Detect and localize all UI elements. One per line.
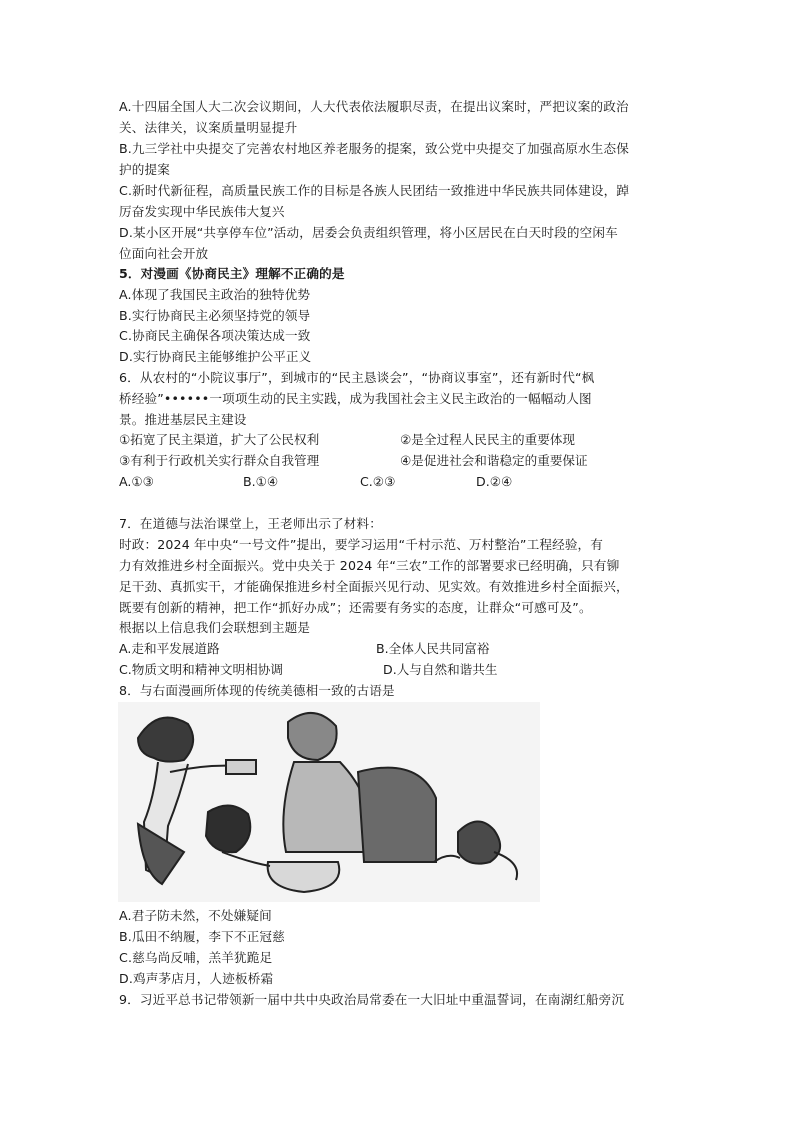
q4-option-a-line2: 关、法律关，议案质量明显提升 <box>119 120 298 135</box>
q7-material-line3: 足干劲、真抓实干，才能确保推进乡村全面振兴见行动、见实效。有效推进乡村全面振兴， <box>119 579 629 594</box>
q6-statement-4: ④是促进社会和谐稳定的重要保证 <box>400 453 588 468</box>
q7-material-line1: 时政：2024 年中央“一号文件”提出，要学习运用“千村示范、万村整治”工程经验，有 <box>119 537 604 552</box>
q8-option-a: A.君子防未然，不处嫌疑间 <box>119 908 272 923</box>
q7-option-c: C.物质文明和精神文明相协调 <box>119 662 283 677</box>
q7-question-line: 根据以上信息我们会联想到主题是 <box>119 620 311 635</box>
q8-option-c: C.慈乌尚反哺，羔羊犹跪足 <box>119 950 273 965</box>
q4-option-d-line1: D.某小区开展“共享停车位”活动，居委会负责组织管理，将小区居民在白天时段的空闲车 <box>119 225 618 240</box>
q8-option-d: D.鸡声茅店月，人迹板桥霜 <box>119 971 274 986</box>
q6-option-a: A.①③ <box>119 474 154 489</box>
q6-option-b: B.①④ <box>243 474 279 489</box>
q4-option-c-line1: C.新时代新征程，高质量民族工作的目标是各族人民团结一致推进中华民族共同体建设，踔 <box>119 183 630 198</box>
filial-piety-cartoon <box>118 702 540 902</box>
q4-option-b-line1: B.九三学社中央提交了完善农村地区养老服务的提案，致公党中央提交了加强高原水生态保 <box>119 141 629 156</box>
q5-option-b: B.实行协商民主必须坚持党的领导 <box>119 308 311 323</box>
q6-option-d: D.②④ <box>476 474 513 489</box>
q7-stem: 7．在道德与法治课堂上，王老师出示了材料： <box>119 516 383 531</box>
q7-material-line4: 既要有创新的精神，把工作“抓好办成”；还需要有务实的态度，让群众“可感可及”。 <box>119 600 592 615</box>
q6-statement-1: ①拓宽了民主渠道，扩大了公民权利 <box>119 432 320 447</box>
q4-option-a-line1: A.十四届全国人大二次会议期间，人大代表依法履职尽责，在提出议案时，严把议案的政治 <box>119 99 629 114</box>
q7-material-line2: 力有效推进乡村全面振兴。党中央关于 2024 年“三农”工作的部署要求已经明确，只有铆 <box>119 558 620 573</box>
q6-statement-2: ②是全过程人民民主的重要体现 <box>400 432 576 447</box>
q8-stem: 8．与右面漫画所体现的传统美德相一致的古语是 <box>119 683 395 698</box>
q7-option-a: A.走和平发展道路 <box>119 641 220 656</box>
q6-stem-line3: 景。推进基层民主建设 <box>119 412 247 427</box>
q9-stem: 9．习近平总书记带领新一届中共中央政治局常委在一大旧址中重温誓词，在南湖红船旁沉 <box>119 992 625 1007</box>
q5-stem: 5．对漫画《协商民主》理解不正确的是 <box>119 266 345 281</box>
q6-stem-line2: 桥经验”••••••一项项生动的民主实践，成为我国社会主义民主政治的一幅幅动人图 <box>119 391 592 406</box>
q6-option-c: C.②③ <box>360 474 396 489</box>
q4-option-b-line2: 护的提案 <box>119 162 170 177</box>
q6-statement-3: ③有利于行政机关实行群众自我管理 <box>119 453 320 468</box>
q5-option-c: C.协商民主确保各项决策达成一致 <box>119 328 311 343</box>
q8-option-b: B.瓜田不纳履，李下不正冠慈 <box>119 929 285 944</box>
q5-option-d: D.实行协商民主能够维护公平正义 <box>119 349 312 364</box>
q4-option-c-line2: 厉奋发实现中华民族伟大复兴 <box>119 204 285 219</box>
q6-stem-line1: 6．从农村的“小院议事厅”，到城市的“民主恳谈会”，“协商议事室”，还有新时代“枫 <box>119 370 595 385</box>
q4-option-d-line2: 位面向社会开放 <box>119 246 209 261</box>
q7-option-d: D.人与自然和谐共生 <box>383 662 498 677</box>
q5-option-a: A.体现了我国民主政治的独特优势 <box>119 287 311 302</box>
q7-option-b: B.全体人民共同富裕 <box>376 641 490 656</box>
